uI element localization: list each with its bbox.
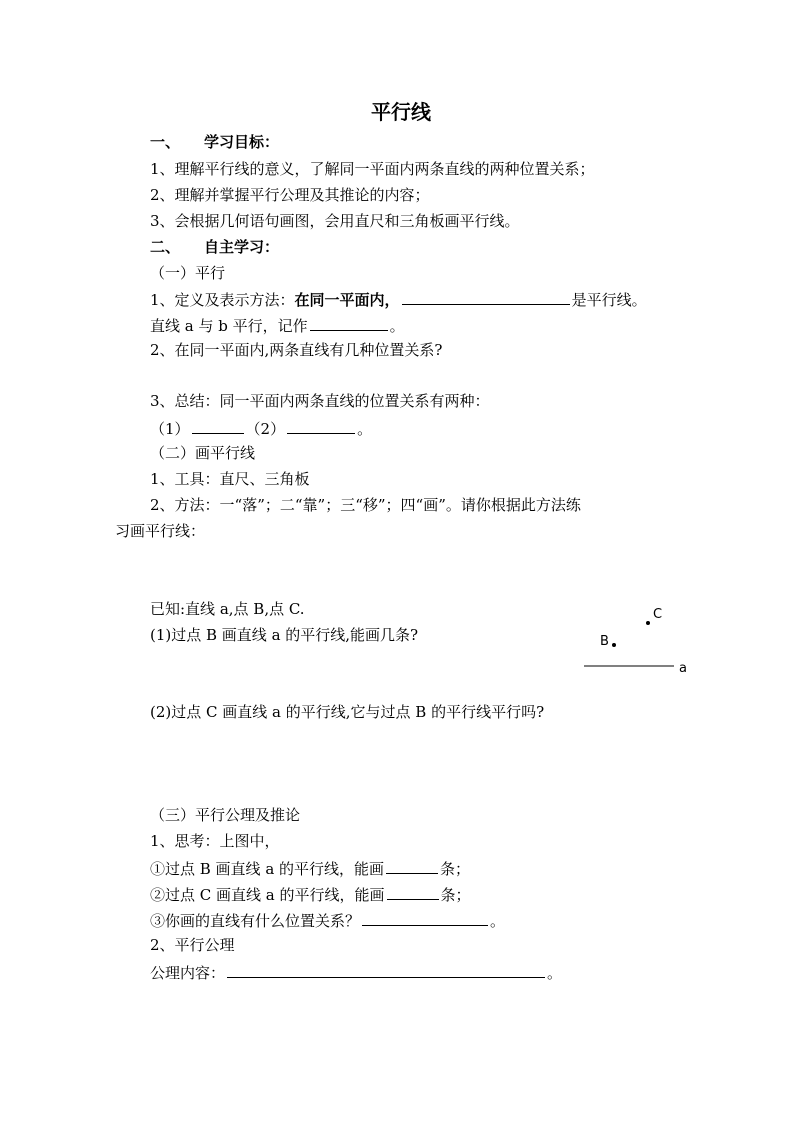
axiom-suffix: 。 — [547, 964, 563, 982]
option-1-label: （1） — [150, 420, 190, 438]
given-line: 已知:直线 a,点 B,点 C. — [150, 600, 305, 618]
summary-line: 3、总结：同一平面内两条直线的位置关系有两种： — [150, 392, 490, 410]
objective-item-2: 2、理解并掌握平行公理及其推论的内容； — [150, 186, 430, 204]
options-end: 。 — [357, 420, 373, 438]
option-2-label: （2） — [245, 420, 286, 438]
think-item-3-suffix: 。 — [490, 912, 506, 930]
section2-heading: 自主学习： — [204, 238, 280, 256]
exercise-question-1: (1)过点 B 画直线 a 的平行线,能画几条? — [150, 626, 419, 644]
option-2-blank[interactable] — [287, 418, 355, 434]
think-item-1-blank[interactable] — [386, 858, 438, 874]
geometry-diagram — [580, 600, 700, 685]
definition-prefix: 1、定义及表示方法： — [150, 291, 295, 309]
method-line-1: 2、方法：一“落”；二“靠”；三“移”；四“画”。请你根据此方法练 — [150, 496, 581, 514]
think-item-3-prefix: ③你画的直线有什么位置关系？ — [150, 912, 361, 930]
part3-heading: （三）平行公理及推论 — [150, 806, 301, 824]
option-1-blank[interactable] — [192, 418, 244, 434]
label-a: a — [679, 661, 687, 676]
axiom-heading: 2、平行公理 — [150, 936, 235, 954]
think-item-2 — [150, 884, 471, 904]
think-item-2-suffix: 条； — [440, 886, 471, 904]
think-item-3-blank[interactable] — [362, 910, 488, 926]
think-item-2-blank[interactable] — [387, 884, 439, 900]
notation-blank[interactable] — [310, 315, 388, 331]
think-line: 1、思考：上图中， — [150, 832, 280, 850]
objective-item-3: 3、会根据几何语句画图，会用直尺和三角板画平行线。 — [150, 212, 520, 230]
notation-line — [150, 315, 405, 335]
axiom-prefix: 公理内容： — [150, 964, 226, 982]
section1-number: 一、 — [150, 133, 181, 151]
axiom-blank[interactable] — [227, 962, 545, 978]
think-item-1-prefix: ①过点 B 画直线 a 的平行线，能画 — [150, 860, 385, 878]
think-item-2-prefix: ②过点 C 画直线 a 的平行线，能画 — [150, 886, 385, 904]
part1-heading: （一）平行 — [150, 264, 226, 282]
notation-suffix: 。 — [389, 317, 405, 335]
objective-item-1: 1、理解平行线的意义，了解同一平面内两条直线的两种位置关系； — [150, 160, 595, 178]
label-c: C — [653, 607, 663, 622]
point-c — [646, 621, 650, 625]
think-item-3 — [150, 910, 505, 930]
summary-options — [150, 418, 372, 438]
section2-number: 二、 — [150, 238, 181, 256]
definition-bold-text: 在同一平面内， — [294, 291, 400, 309]
think-item-1-suffix: 条； — [440, 860, 471, 878]
question-2: 2、在同一平面内,两条直线有几种位置关系? — [150, 341, 443, 359]
page-title: 平行线 — [371, 100, 431, 124]
exercise-question-2: (2)过点 C 画直线 a 的平行线,它与过点 B 的平行线平行吗? — [150, 703, 545, 721]
method-line-2: 习画平行线： — [115, 522, 206, 540]
tools-line: 1、工具：直尺、三角板 — [150, 470, 310, 488]
think-item-1 — [150, 858, 470, 878]
label-b: B — [600, 634, 609, 649]
notation-prefix: 直线 a 与 b 平行，记作 — [150, 317, 308, 335]
definition-blank[interactable] — [402, 289, 570, 305]
definition-line — [150, 289, 647, 309]
point-b — [612, 643, 616, 647]
part2-heading: （二）画平行线 — [150, 444, 256, 462]
axiom-line — [150, 962, 562, 982]
section1-heading: 学习目标： — [204, 133, 280, 151]
definition-suffix: 是平行线。 — [571, 291, 647, 309]
